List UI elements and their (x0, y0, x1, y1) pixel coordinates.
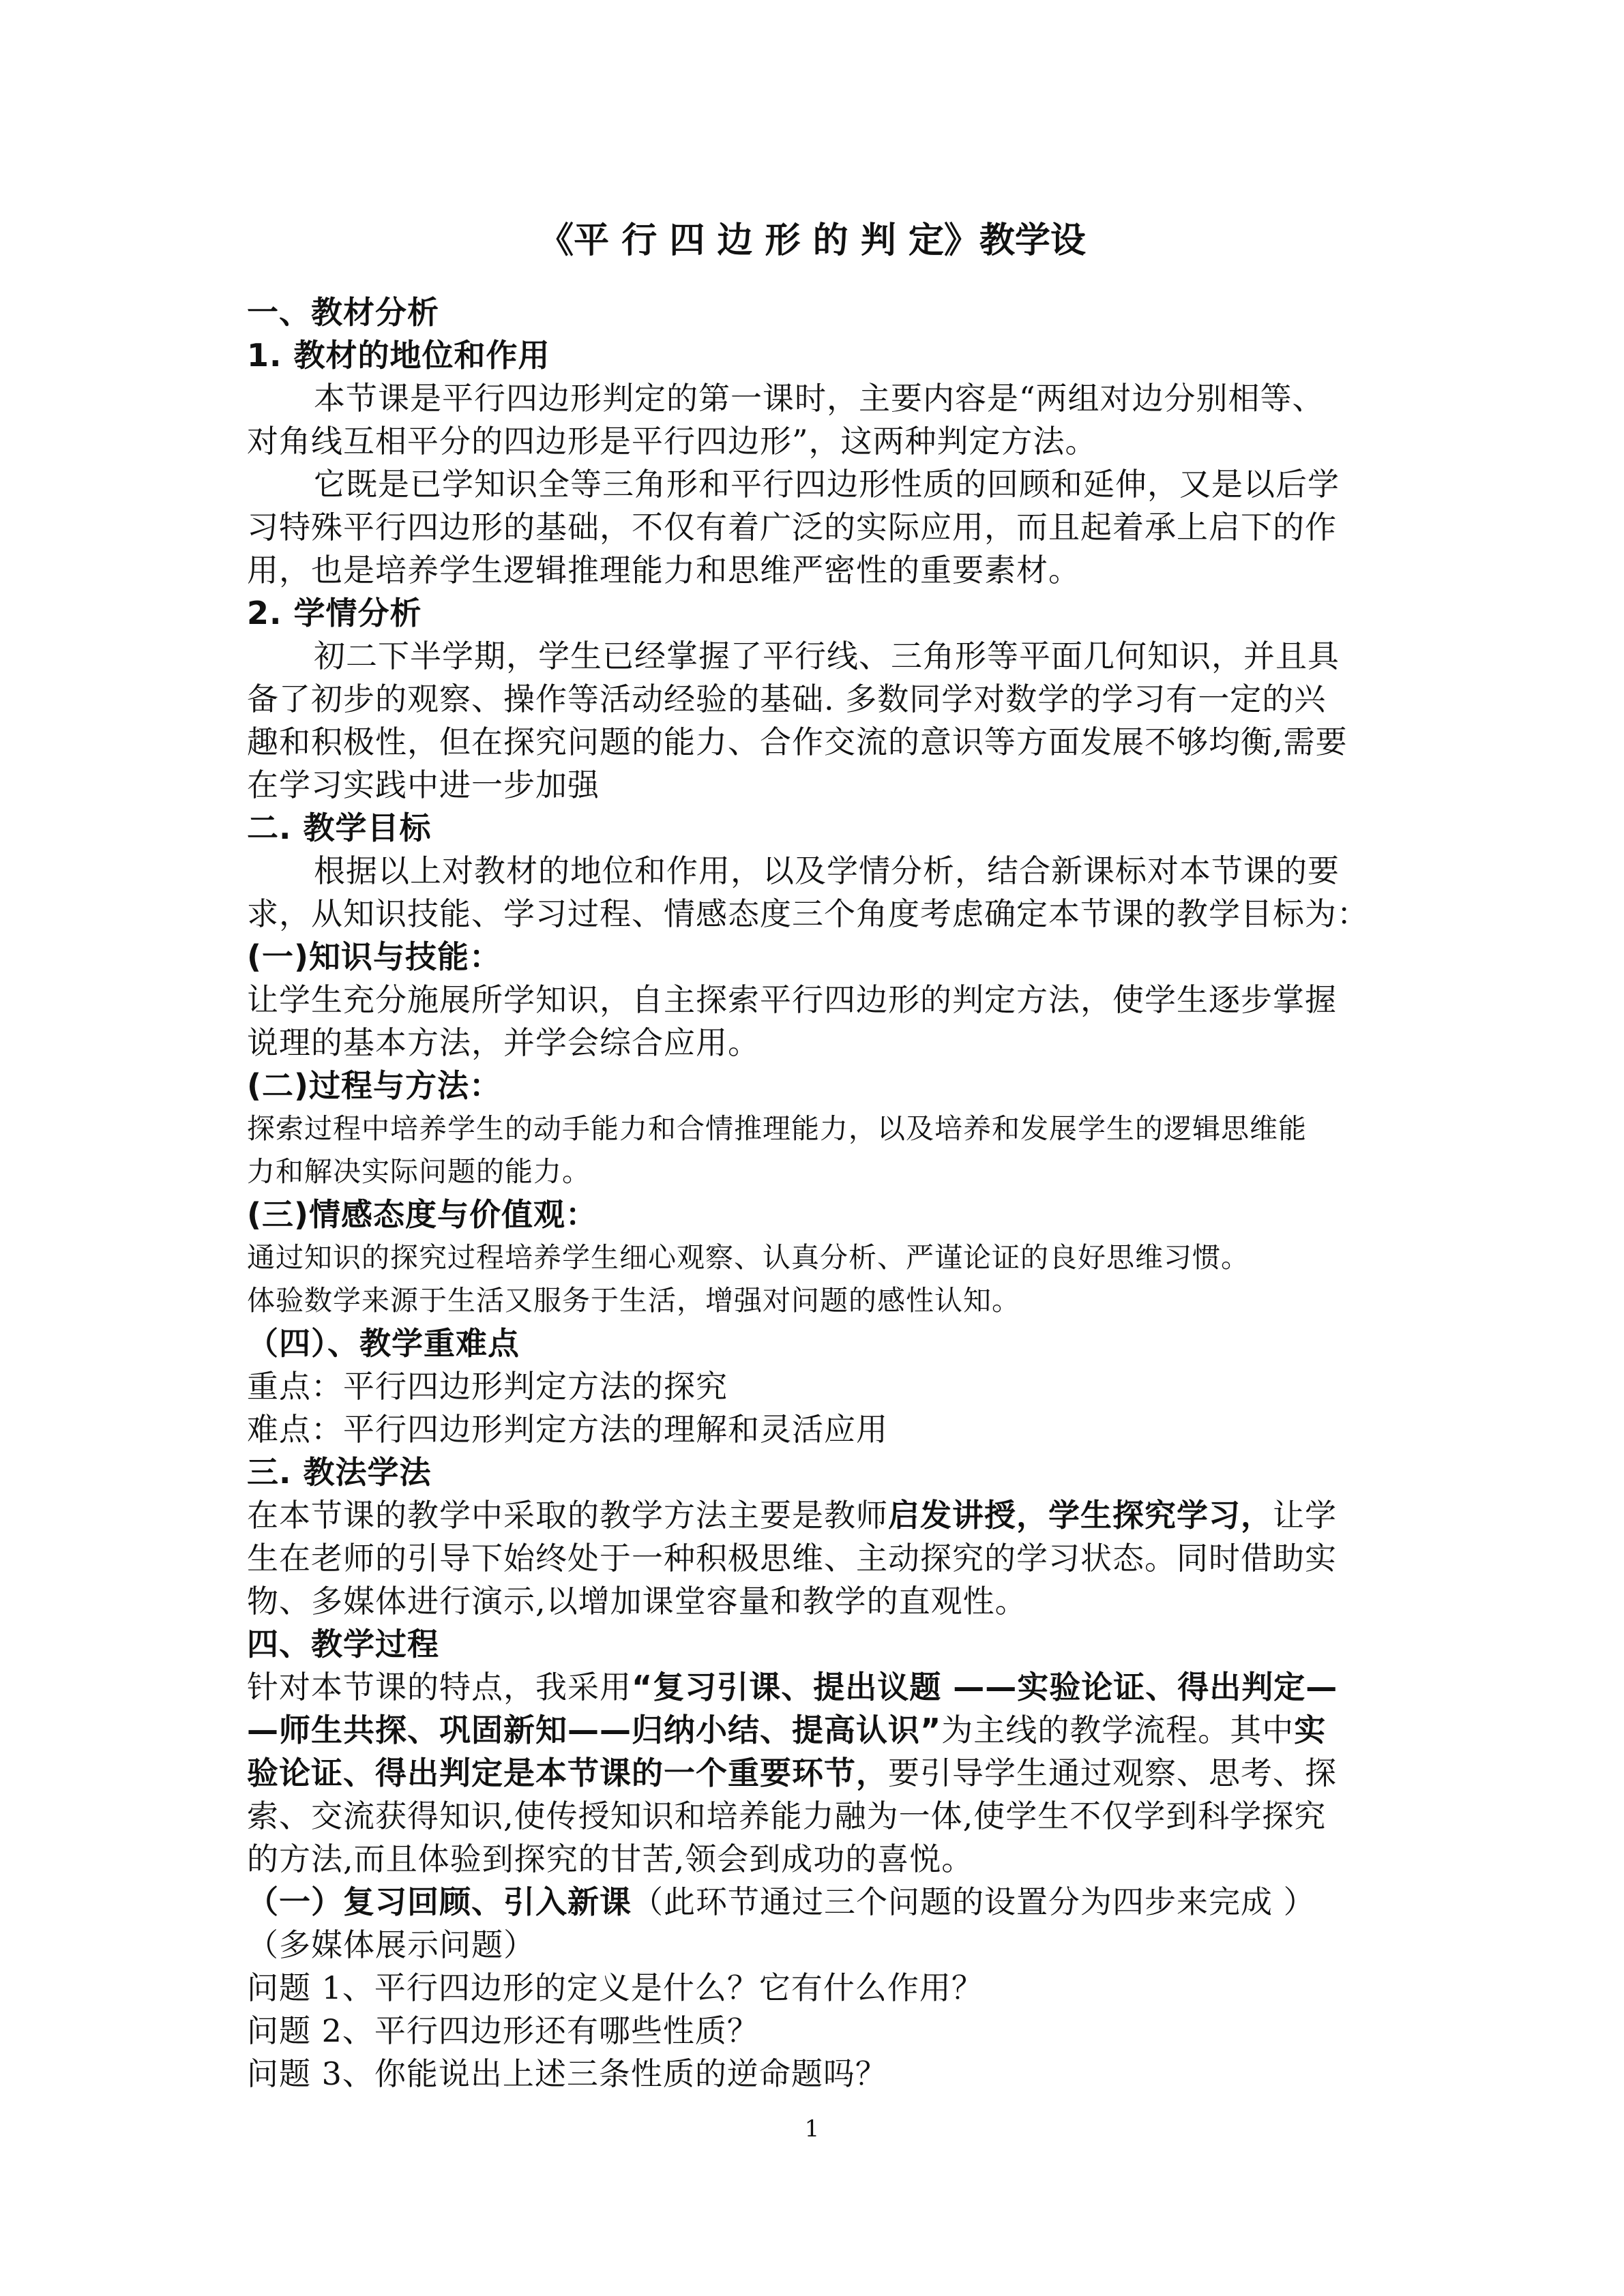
section1-p3-line3: 趣和积极性，但在探究问题的能力、合作交流的意识等方面发展不够均衡,需要 (247, 724, 1348, 760)
section3-line1-text: 在本节课的教学中采取的教学方法主要是教师 (247, 1497, 888, 1534)
section1-p2-line1: 它既是已学知识全等三角形和平行四边形性质的回顾和延伸，又是以后学 (314, 466, 1340, 503)
section3-heading: 三. 教法学法 (247, 1454, 432, 1491)
goal3-line2: 体验数学来源于生活又服务于生活，增强对问题的感性认知。 (247, 1284, 1020, 1317)
goal1-heading: (一)知识与技能： (247, 938, 502, 975)
section1-heading: 一、教材分析 (247, 294, 439, 331)
page-number: 1 (804, 2115, 820, 2143)
section1-p1-line1: 本节课是平行四边形判定的第一课时，主要内容是“两组对边分别相等、 (314, 380, 1325, 417)
section2-p1-line2: 求，从知识技能、学习过程、情感态度三个角度考虑确定本节课的教学目标为： (247, 895, 1369, 932)
question-2: 问题 2、平行四边形还有哪些性质？ (247, 2012, 759, 2049)
section4-line3-emphasis: 验论证、得出判定是本节课的一个重要环节， (247, 1755, 888, 1791)
goal2-line2: 力和解决实际问题的能力。 (247, 1155, 591, 1188)
step1-title: （一）复习回顾、引入新课 (247, 1883, 632, 1920)
step1-heading (247, 1881, 1393, 1923)
section1-p3-line1: 初二下半学期，学生已经掌握了平行线、三角形等平面几何知识，并且具 (314, 638, 1340, 674)
section4-line2 (247, 1709, 1393, 1751)
goal2-line1: 探索过程中培养学生的动手能力和合情推理能力，以及培养和发展学生的逻辑思维能 (247, 1112, 1307, 1145)
section1-p1-line2: 对角线互相平分的四边形是平行四边形”，这两种判定方法。 (247, 423, 1097, 460)
media-note: （多媒体展示问题） (247, 1926, 535, 1963)
section3-line2: 生在老师的引导下始终处于一种积极思维、主动探究的学习状态。同时借助实 (247, 1540, 1337, 1577)
goal3-line1: 通过知识的探究过程培养学生细心观察、认真分析、严谨论证的良好思维习惯。 (247, 1241, 1250, 1274)
goal1-line2: 说理的基本方法，并学会综合应用。 (247, 1024, 760, 1061)
section4-line2-emphasis: —师生共探、巩固新知——归纳小结、提高认识” (247, 1712, 942, 1748)
section4-line2-tail: 实 (1294, 1712, 1327, 1748)
difficult-point: 难点：平行四边形判定方法的理解和灵活应用 (247, 1411, 888, 1448)
document-title: 《平 行 四 边 形 的 判 定》教学设 (538, 220, 1086, 261)
section4-line1-emphasis: “复习引课、提出议题 ——实验论证、得出判定— (632, 1669, 1338, 1705)
section1-sub1-heading: 1. 教材的地位和作用 (247, 337, 550, 374)
step1-note: （此环节通过三个问题的设置分为四步来完成 ） (632, 1883, 1316, 1920)
section4-line3 (247, 1752, 1393, 1794)
section1-p3-line4: 在学习实践中进一步加强 (247, 766, 600, 803)
section3-line1-emphasis: 启发讲授，学生探究学习， (888, 1497, 1273, 1534)
question-1: 问题 1、平行四边形的定义是什么？它有什么作用？ (247, 1969, 984, 2006)
section4-line3-text: 要引导学生通过观察、思考、探 (888, 1755, 1337, 1791)
section3-line3: 物、多媒体进行演示,以增加课堂容量和教学的直观性。 (247, 1583, 1027, 1620)
section1-sub2-heading: 2. 学情分析 (247, 595, 422, 631)
goal1-line1: 让学生充分施展所学知识，自主探索平行四边形的判定方法，使学生逐步掌握 (247, 981, 1337, 1018)
section2-heading: 二. 教学目标 (247, 809, 432, 846)
goal4-heading: （四）、教学重难点 (247, 1325, 520, 1362)
section4-line1-text: 针对本节课的特点，我采用 (247, 1669, 632, 1705)
goal2-heading: (二)过程与方法： (247, 1067, 502, 1104)
section4-heading: 四、教学过程 (247, 1626, 439, 1663)
question-3: 问题 3、你能说出上述三条性质的逆命题吗？ (247, 2055, 887, 2092)
section2-p1-line1: 根据以上对教材的地位和作用，以及学情分析，结合新课标对本节课的要 (314, 852, 1340, 889)
section4-line2-text: 为主线的教学流程。其中 (941, 1712, 1295, 1748)
section1-p2-line2: 习特殊平行四边形的基础，不仅有着广泛的实际应用，而且起着承上启下的作 (247, 509, 1337, 546)
goal3-heading: (三)情感态度与价值观： (247, 1196, 598, 1233)
section4-line4: 索、交流获得知识,使传授知识和培养能力融为一体,使学生不仅学到科学探究 (247, 1798, 1327, 1834)
section1-p2-line3: 用，也是培养学生逻辑推理能力和思维严密性的重要素材。 (247, 552, 1080, 588)
section4-line1 (247, 1666, 1393, 1708)
section4-line5: 的方法,而且体验到探究的甘苦,领会到成功的喜悦。 (247, 1840, 974, 1877)
key-point: 重点：平行四边形判定方法的探究 (247, 1368, 728, 1405)
section1-p3-line2: 备了初步的观察、操作等活动经验的基础. 多数同学对数学的学习有一定的兴 (247, 681, 1327, 717)
section3-line1 (247, 1494, 1393, 1536)
section3-line1-tail: 让学 (1273, 1497, 1337, 1534)
